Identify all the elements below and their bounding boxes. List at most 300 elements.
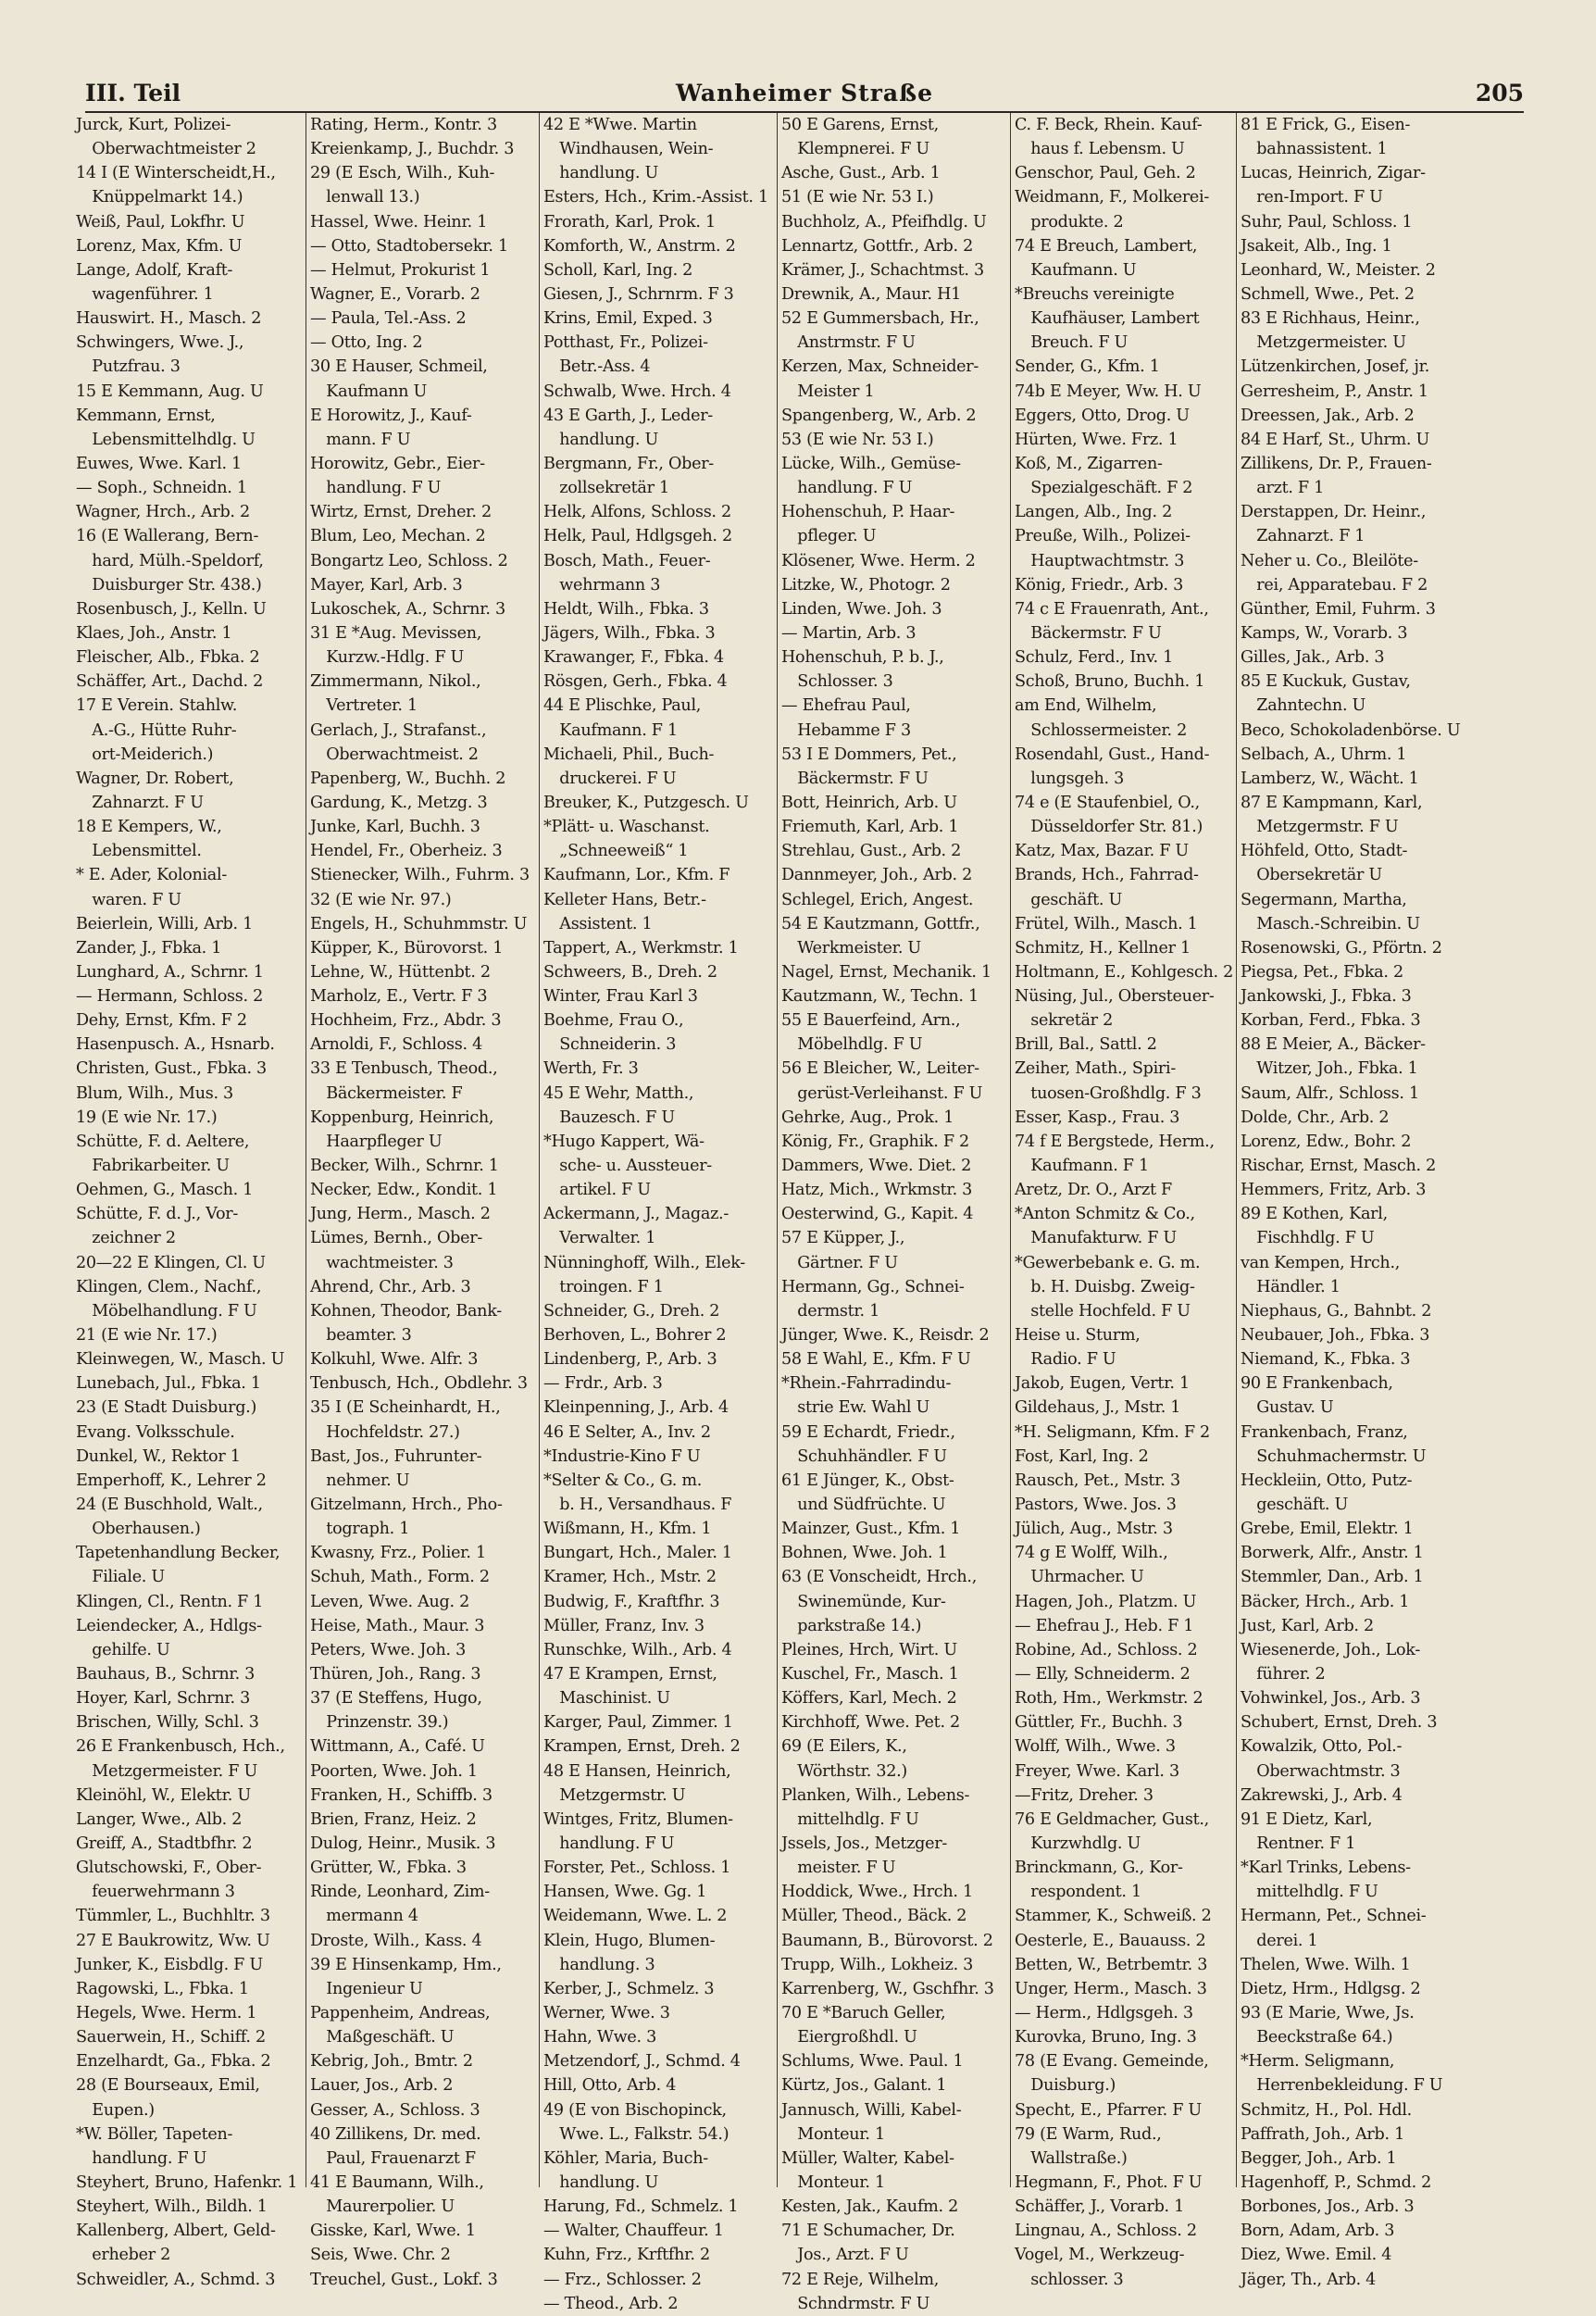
page-number: 205 <box>1475 80 1524 106</box>
directory-entry-line: handlung. U <box>543 430 658 449</box>
directory-entry-line: Weiß, Paul, Lokfhr. U <box>76 212 245 232</box>
directory-entry-line: Bergmann, Fr., Ober- <box>543 454 714 473</box>
directory-entry-line: Treuchel, Gust., Lokf. 3 <box>310 2270 498 2289</box>
directory-entry-line: Höhfeld, Otto, Stadt- <box>1241 842 1408 861</box>
directory-entry-line: Schäffer, Art., Dachd. 2 <box>76 672 264 692</box>
directory-entry-line: Poorten, Wwe. Joh. 1 <box>310 1761 478 1781</box>
directory-entry-line: 39 E Hinsenkamp, Hm., <box>310 1955 502 1974</box>
directory-entry-line: Heldt, Wilh., Fbka. 3 <box>543 599 709 619</box>
directory-entry-line: Freyer, Wwe. Karl. 3 <box>1015 1761 1179 1781</box>
column-1 <box>74 113 301 2289</box>
directory-entry-line: Kurzwhdlg. U <box>1015 1834 1141 1853</box>
directory-entry-line: Lauer, Jos., Arb. 2 <box>310 2076 454 2096</box>
directory-entry-line: Kesten, Jak., Kaufm. 2 <box>781 2197 959 2217</box>
directory-entry-line: Franken, H., Schiffb. 3 <box>310 1785 493 1805</box>
directory-entry-line: Metzendorf, J., Schmd. 4 <box>543 2052 741 2072</box>
directory-entry-line: Horowitz, Gebr., Eier- <box>310 454 485 473</box>
directory-entry-line: Borwerk, Alfr., Anstr. 1 <box>1241 1544 1424 1563</box>
directory-entry-line: Hochheim, Frz., Abdr. 3 <box>310 1011 502 1031</box>
directory-entry-line: Schlossermeister. 2 <box>1015 720 1188 740</box>
directory-entry-line: gehilfe. U <box>76 1640 170 1659</box>
directory-entry-line: — Otto, Stadtobersekr. 1 <box>310 236 508 256</box>
directory-entry-line: Bohnen, Wwe. Joh. 1 <box>781 1544 948 1563</box>
directory-entry-line: bahnassistent. 1 <box>1241 140 1388 159</box>
directory-entry-line: Maurerpolier. U <box>310 2197 455 2217</box>
directory-entry-line: Hahn, Wwe. 3 <box>543 2028 657 2047</box>
directory-entry-line: tograph. 1 <box>310 1520 410 1539</box>
directory-entry-line: Oberwachtmstr. 3 <box>1241 1761 1401 1781</box>
directory-entry-line: *Plätt- u. Waschanst. <box>543 818 710 837</box>
directory-entry-line: Wiesenerde, Joh., Lok- <box>1241 1640 1420 1659</box>
directory-entry-line: Christen, Gust., Fbka. 3 <box>76 1059 267 1079</box>
directory-entry-line: A.-G., Hütte Ruhr- <box>76 720 237 740</box>
directory-entry-line: Potthast, Fr., Polizei- <box>543 333 708 353</box>
directory-entry-line: 46 E Selter, A., Inv. 2 <box>543 1422 711 1442</box>
directory-entry-line: Strehlau, Gust., Arb. 2 <box>781 842 962 861</box>
directory-entry-line: Händler. 1 <box>1241 1277 1340 1296</box>
directory-entry-line: van Kempen, Hrch., <box>1241 1253 1401 1272</box>
directory-entry-line: Lebensmittel. <box>76 842 202 861</box>
directory-entry-line: 71 E Schumacher, Dr. <box>781 2222 955 2241</box>
directory-entry-line: Jäger, Th., Arb. 4 <box>1241 2270 1377 2289</box>
directory-entry-line: 42 E *Wwe. Martin <box>543 116 697 134</box>
directory-entry-line: Oesterle, E., Bauauss. 2 <box>1015 1931 1206 1950</box>
directory-entry-line: 54 E Kautzmann, Gottfr., <box>781 914 980 933</box>
directory-entry-line: Spangenberg, W., Arb. 2 <box>781 406 977 425</box>
directory-entry-line: Schmell, Wwe., Pet. 2 <box>1241 284 1415 304</box>
directory-entry-line: 76 E Geldmacher, Gust., <box>1015 1809 1209 1829</box>
directory-entry-line: Forster, Pet., Schloss. 1 <box>543 1859 731 1878</box>
directory-entry-line: Hagenhoff, P., Schmd. 2 <box>1241 2172 1432 2192</box>
directory-entry-line: Schulz, Ferd., Inv. 1 <box>1015 648 1173 668</box>
directory-entry-line: Kaufmann. U <box>1015 260 1137 280</box>
directory-entry-line: Thüren, Joh., Rang. 3 <box>310 1665 481 1684</box>
directory-entry-line: Rischar, Ernst, Masch. 2 <box>1241 1157 1437 1176</box>
directory-entry-line: Hemmers, Fritz, Arb. 3 <box>1241 1181 1427 1200</box>
directory-entry-line: schlosser. 3 <box>1015 2270 1124 2289</box>
directory-entry-line: — Otto, Ing. 2 <box>310 333 423 353</box>
directory-entry-line: Scholl, Karl, Ing. 2 <box>543 260 693 280</box>
directory-entry-line: Jssels, Jos., Metzger- <box>781 1834 948 1853</box>
directory-entry-line: Papenberg, W., Buchh. 2 <box>310 769 506 788</box>
directory-entry-line: 58 E Wahl, E., Kfm. F U <box>781 1350 971 1370</box>
directory-entry-line: Robine, Ad., Schloss. 2 <box>1015 1640 1198 1659</box>
directory-entry-line: Möbelhandlung. F U <box>76 1301 257 1321</box>
directory-entry-line: Hoddick, Wwe., Hrch. 1 <box>781 1883 973 1902</box>
directory-entry-line: Helk, Paul, Hdlgsgeh. 2 <box>543 527 732 546</box>
directory-entry-line: Jülich, Aug., Mstr. 3 <box>1015 1520 1173 1539</box>
directory-entry-line: Linden, Wwe. Joh. 3 <box>781 599 942 619</box>
directory-entry-line: 31 E *Aug. Mevissen, <box>310 623 482 643</box>
directory-entry-line: Pappenheim, Andreas, <box>310 2003 491 2022</box>
directory-entry-line: Esser, Kasp., Frau. 3 <box>1015 1108 1180 1127</box>
directory-entry-line: Schweers, B., Dreh. 2 <box>543 962 717 982</box>
directory-entry-line: haus f. Lebensm. U <box>1015 140 1185 159</box>
directory-entry-line: 72 E Reje, Wilhelm, <box>781 2270 940 2289</box>
directory-entry-line: Weidmann, F., Molkerei- <box>1015 188 1210 207</box>
directory-entry-line: erheber 2 <box>76 2246 171 2265</box>
directory-entry-line: Wagner, Hrch., Arb. 2 <box>76 503 250 522</box>
directory-entry-line: handlung. F U <box>76 2148 207 2168</box>
directory-entry-line: b. H. Duisbg. Zweig- <box>1015 1277 1195 1296</box>
directory-entry-line: Gardung, K., Metzg. 3 <box>310 793 488 812</box>
directory-entry-line: Gitzelmann, Hrch., Pho- <box>310 1496 503 1515</box>
directory-entry-line: Kwasny, Frz., Polier. 1 <box>310 1544 486 1563</box>
directory-entry-line: Born, Adam, Arb. 3 <box>1241 2222 1395 2241</box>
directory-entry-line: wagenführer. 1 <box>76 284 214 304</box>
directory-entry-line: Duisburg.) <box>1015 2076 1116 2096</box>
directory-entry-line: Tenbusch, Hch., Obdlehr. 3 <box>310 1374 528 1394</box>
directory-entry-line: Müller, Theod., Bäck. 2 <box>781 1907 967 1926</box>
directory-entry-line: 41 E Baumann, Wilh., <box>310 2172 484 2192</box>
directory-entry-line: Beco, Schokoladenbörse. U <box>1241 720 1461 740</box>
directory-entry-line: 85 E Kuckuk, Gustav, <box>1241 672 1411 692</box>
directory-entry-line: Peters, Wwe. Joh. 3 <box>310 1640 466 1659</box>
directory-entry-line: Begger, Joh., Arb. 1 <box>1241 2148 1397 2168</box>
directory-entry-line: Hürten, Wwe. Frz. 1 <box>1015 430 1178 449</box>
directory-entry-line: Niemand, K., Fbka. 3 <box>1241 1350 1411 1370</box>
directory-entry-line: Unger, Herm., Masch. 3 <box>1015 1979 1207 1998</box>
directory-entry-line: Esters, Hch., Krim.-Assist. 1 <box>543 188 768 207</box>
directory-entry-line: 16 (E Wallerang, Bern- <box>76 527 259 546</box>
directory-entry-line: Bungart, Hch., Maler. 1 <box>543 1544 732 1563</box>
directory-entry-line: Knüppelmarkt 14.) <box>76 188 243 207</box>
directory-entry-line: — Walter, Chauffeur. 1 <box>543 2222 724 2241</box>
directory-entry-line: Oberwachtmeist. 2 <box>310 745 479 764</box>
directory-entry-line: Rosenbusch, J., Kelln. U <box>76 599 267 619</box>
directory-entry-line: Kreienkamp, J., Buchdr. 3 <box>310 140 515 159</box>
directory-entry-line: Maschinist. U <box>543 1689 670 1709</box>
directory-entry-line: Heise, Math., Maur. 3 <box>310 1616 485 1635</box>
directory-entry-line: Jannusch, Willi, Kabel- <box>781 2100 962 2120</box>
directory-entry-line: Arnoldi, F., Schloss. 4 <box>310 1035 482 1055</box>
directory-entry-line: Spezialgeschäft. F 2 <box>1015 479 1193 498</box>
directory-entry-line: 44 E Plischke, Paul, <box>543 696 702 716</box>
directory-entry-line: Lebensmittelhdlg. U <box>76 430 256 449</box>
directory-entry-line: *Hugo Kappert, Wä- <box>543 1132 704 1151</box>
directory-entry-line: Mayer, Karl, Arb. 3 <box>310 575 463 595</box>
directory-entry-line: Hassel, Wwe. Heinr. 1 <box>310 212 488 232</box>
directory-entry-line: Evang. Volksschule. <box>76 1422 235 1442</box>
directory-entry-line: Ackermann, J., Magaz.- <box>543 1205 729 1224</box>
directory-entry-line: gerüst-Verleihanst. F U <box>781 1083 983 1103</box>
directory-entry-line: Gesser, A., Schloss. 3 <box>310 2100 480 2120</box>
directory-entry-line: Werth, Fr. 3 <box>543 1059 639 1079</box>
directory-entry-line: Kaufmann U <box>310 382 428 401</box>
directory-entry-line: 74 c E Frauenrath, Ant., <box>1015 599 1209 619</box>
directory-entry-line: wehrmann 3 <box>543 575 661 595</box>
directory-entry-line: meister. F U <box>781 1859 896 1878</box>
directory-entry-line: Hansen, Wwe. Gg. 1 <box>543 1883 707 1902</box>
directory-entry-line: Hauptwachtmstr. 3 <box>1015 551 1185 570</box>
directory-entry-line: Michaeli, Phil., Buch- <box>543 745 715 764</box>
directory-entry-line: Lümes, Bernh., Ober- <box>310 1229 482 1248</box>
directory-entry-line: Kallenberg, Albert, Geld- <box>76 2222 276 2241</box>
directory-entry-line: Aretz, Dr. O., Arzt F <box>1015 1181 1172 1200</box>
directory-entry-line: Schuh, Math., Form. 2 <box>310 1568 490 1587</box>
directory-entry-line: Manufakturw. F U <box>1015 1229 1177 1248</box>
directory-entry-line: 15 E Kemmann, Aug. U <box>76 382 264 401</box>
directory-entry-line: Kerzen, Max, Schneider- <box>781 357 979 377</box>
directory-entry-line: Breuker, K., Putzgesch. U <box>543 793 749 812</box>
directory-entry-line: Marholz, E., Vertr. F 3 <box>310 987 488 1007</box>
directory-entry-line: E Horowitz, J., Kauf- <box>310 406 472 425</box>
directory-entry-line: Swinemünde, Kur- <box>781 1592 946 1611</box>
directory-entry-line: handlung. F U <box>310 479 442 498</box>
directory-entry-line: derei. 1 <box>1241 1931 1318 1950</box>
directory-entry-line: Bosch, Math., Feuer- <box>543 551 711 570</box>
directory-entry-line: Rosendahl, Gust., Hand- <box>1015 745 1210 764</box>
directory-entry-line: 69 (E Eilers, K., <box>781 1737 907 1757</box>
directory-entry-line: Budwig, F., Kraftfhr. 3 <box>543 1592 720 1611</box>
directory-entry-line: Gilles, Jak., Arb. 3 <box>1241 648 1385 668</box>
directory-entry-line: Kaufmann. F 1 <box>1015 1157 1149 1176</box>
directory-entry-line: — Ehefrau J., Heb. F 1 <box>1015 1616 1194 1635</box>
directory-entry-line: Becker, Wilh., Schrnr. 1 <box>310 1157 499 1176</box>
directory-entry-line: 55 E Bauerfeind, Arn., <box>781 1011 961 1031</box>
directory-entry-line: — Soph., Schneidn. 1 <box>76 479 247 498</box>
directory-entry-line: Borbones, Jos., Arb. 3 <box>1241 2197 1415 2217</box>
directory-entry-line: Kuschel, Fr., Masch. 1 <box>781 1665 959 1684</box>
directory-entry-line: Hebamme F 3 <box>781 720 911 740</box>
directory-entry-line: Fost, Karl, Ing. 2 <box>1015 1446 1149 1466</box>
directory-entry-line: Schndrmstr. F U <box>781 2294 930 2313</box>
directory-entry-line: Wallstraße.) <box>1015 2148 1128 2168</box>
directory-entry-line: Berhoven, L., Bohrer 2 <box>543 1326 727 1346</box>
directory-entry-line: Zakrewski, J., Arb. 4 <box>1241 1785 1403 1805</box>
directory-entry-line: Dolde, Chr., Arb. 2 <box>1241 1108 1390 1127</box>
directory-entry-line: Kemmann, Ernst, <box>76 406 216 425</box>
directory-entry-line: 57 E Küpper, J., <box>781 1229 905 1248</box>
directory-entry-line: Schlegel, Erich, Angest. <box>781 890 974 909</box>
directory-entry-line: Klingen, Cl., Rentn. F 1 <box>76 1592 264 1611</box>
directory-entry-line: 70 E *Baruch Geller, <box>781 2003 946 2022</box>
directory-entry-line: Grütter, W., Fbka. 3 <box>310 1859 467 1878</box>
directory-entry-line: Oesterwind, G., Kapit. 4 <box>781 1205 974 1224</box>
directory-entry-line: Dietz, Hrm., Hdlgsg. 2 <box>1241 1979 1421 1998</box>
directory-entry-line: Witzer, Joh., Fbka. 1 <box>1241 1059 1418 1079</box>
directory-entry-line: Schuhmachermstr. U <box>1241 1446 1427 1466</box>
directory-entry-line: Wittmann, A., Café. U <box>310 1737 485 1757</box>
directory-entry-line: Saum, Alfr., Schloss. 1 <box>1241 1083 1419 1103</box>
directory-entry-line: Klaes, Joh., Anstr. 1 <box>76 623 232 643</box>
directory-entry-line: Frütel, Wilh., Masch. 1 <box>1015 914 1198 933</box>
directory-entry-line: Baumann, B., Bürovorst. 2 <box>781 1931 993 1950</box>
directory-entry-line: Rentner. F 1 <box>1241 1834 1356 1853</box>
directory-entry-line: 93 (E Marie, Wwe, Js. <box>1241 2003 1415 2022</box>
directory-entry-line: 40 Zillikens, Dr. med. <box>310 2124 481 2144</box>
directory-entry-line: Wagner, E., Vorarb. 2 <box>310 284 480 304</box>
directory-entry-line: 23 (E Stadt Duisburg.) <box>76 1398 257 1418</box>
directory-entry-line: ort-Meiderich.) <box>76 745 214 764</box>
directory-entry-line: Oberhausen.) <box>76 1520 201 1539</box>
directory-entry-line: Uhrmacher. U <box>1015 1568 1144 1587</box>
directory-entry-line: Ingenieur U <box>310 1979 423 1998</box>
directory-entry-line: Haarpfleger U <box>310 1132 443 1151</box>
directory-entry-line: Hermann, Pet., Schnei- <box>1241 1907 1427 1926</box>
directory-entry-line: 74 f E Bergstede, Herm., <box>1015 1132 1215 1151</box>
directory-entry-line: Niephaus, G., Bahnbt. 2 <box>1241 1301 1432 1321</box>
directory-entry-line: Kuhn, Frz., Krftfhr. 2 <box>543 2246 710 2265</box>
directory-entry-line: Katz, Max, Bazar. F U <box>1015 842 1189 861</box>
directory-entry-line: Harung, Fd., Schmelz. 1 <box>543 2197 739 2217</box>
directory-entry-line: handlung. F U <box>543 1834 675 1853</box>
directory-entry-line: Komforth, W., Anstrm. 2 <box>543 236 736 256</box>
directory-entry-line: Zimmermann, Nikol., <box>310 672 481 692</box>
page-header <box>85 80 1524 113</box>
directory-entry-line: Lunebach, Jul., Fbka. 1 <box>76 1374 261 1394</box>
directory-entry-line: Monteur. 1 <box>781 2124 885 2144</box>
column-2 <box>305 113 538 2289</box>
directory-entry-line: 27 E Baukrowitz, Ww. U <box>76 1931 270 1950</box>
directory-entry-line: Betr.-Ass. 4 <box>543 357 651 377</box>
directory-entry-line: Schubert, Ernst, Dreh. 3 <box>1241 1713 1438 1733</box>
directory-entry-line: Günther, Emil, Fuhrm. 3 <box>1241 599 1436 619</box>
directory-entry-line: Wintges, Fritz, Blumen- <box>543 1809 733 1829</box>
directory-entry-line: Hatz, Mich., Wrkmstr. 3 <box>781 1181 973 1200</box>
directory-entry-line: Frorath, Karl, Prok. 1 <box>543 212 716 232</box>
directory-entry-line: Hasenpusch. A., Hsnarb. <box>76 1035 275 1055</box>
directory-entry-line: Junker, K., Eisbdlg. F U <box>76 1955 263 1974</box>
directory-entry-line: Schoß, Bruno, Buchh. 1 <box>1015 672 1205 692</box>
directory-entry-line: Engels, H., Schuhmmstr. U <box>310 914 528 933</box>
directory-entry-line: 84 E Harf, St., Uhrm. U <box>1241 430 1429 449</box>
directory-entry-line: 52 E Gummersbach, Hr., <box>781 309 979 329</box>
directory-entry-line: dermstr. 1 <box>781 1301 880 1321</box>
directory-entry-line: Lennartz, Gottfr., Arb. 2 <box>781 236 973 256</box>
directory-entry-line: Suhr, Paul, Schloss. 1 <box>1241 212 1413 232</box>
directory-entry-line: Metzgermstr. U <box>543 1785 686 1805</box>
directory-entry-line: Brien, Franz, Heiz. 2 <box>310 1809 477 1829</box>
directory-entry-line: Kohnen, Theodor, Bank- <box>310 1301 502 1321</box>
directory-entry-line: 28 (E Bourseaux, Emil, <box>76 2076 260 2096</box>
directory-entry-line: Bast, Jos., Fuhrunter- <box>310 1446 482 1466</box>
directory-entry-line: Kamps, W., Vorarb. 3 <box>1241 623 1408 643</box>
directory-entry-line: Hauswirt. H., Masch. 2 <box>76 309 262 329</box>
directory-entry-line: —Fritz, Dreher. 3 <box>1015 1785 1153 1805</box>
directory-entry-line: Gehrke, Aug., Prok. 1 <box>781 1108 954 1127</box>
directory-entry-line: Hagen, Joh., Platzm. U <box>1015 1592 1197 1611</box>
directory-entry-line: 37 (E Steffens, Hugo, <box>310 1689 482 1709</box>
directory-entry-line: Fabrikarbeiter. U <box>76 1157 230 1176</box>
directory-entry-line: pfleger. U <box>781 527 877 546</box>
directory-entry-line: produkte. 2 <box>1015 212 1124 232</box>
directory-entry-line: Bäckermeister. F <box>310 1083 463 1103</box>
directory-entry-line: Obersekretär U <box>1241 866 1382 885</box>
directory-entry-line: Hohenschuh, P. Haar- <box>781 503 955 522</box>
directory-entry-line: Eggers, Otto, Drog. U <box>1015 406 1190 425</box>
directory-entry-line: Trupp, Wilh., Lokheiz. 3 <box>781 1955 974 1974</box>
directory-entry-line: sche- u. Aussteuer- <box>543 1157 712 1176</box>
directory-entry-line: Schneider, G., Dreh. 2 <box>543 1301 720 1321</box>
directory-entry-line: 51 (E wie Nr. 53 I.) <box>781 188 934 207</box>
directory-entry-line: Bäcker, Hrch., Arb. 1 <box>1241 1592 1410 1611</box>
directory-entry-line: Herrenbekleidung. F U <box>1241 2076 1443 2096</box>
directory-entry-line: Schütte, F. d. J., Vor- <box>76 1205 239 1224</box>
directory-entry-line: Schlosser. 3 <box>781 672 893 692</box>
directory-entry-line: Paul, Frauenarzt F <box>310 2148 476 2168</box>
directory-entry-line: Jurck, Kurt, Polizei- <box>76 116 231 134</box>
directory-entry-line: Preuße, Wilh., Polizei- <box>1015 527 1191 546</box>
directory-entry-line: mittelhdlg. F U <box>1241 1883 1378 1902</box>
directory-entry-line: Brill, Bal., Sattl. 2 <box>1015 1035 1157 1055</box>
directory-entry-line: Weidemann, Wwe. L. 2 <box>543 1907 728 1926</box>
directory-entry-line: Karrenberg, W., Gschfhr. 3 <box>781 1979 994 1998</box>
directory-entry-line: Schuhhändler. F U <box>781 1446 947 1466</box>
directory-entry-line: *W. Böller, Tapeten- <box>76 2124 233 2144</box>
directory-entry-line: Runschke, Wilh., Arb. 4 <box>543 1640 732 1659</box>
directory-entry-line: 74 E Breuch, Lambert, <box>1015 236 1198 256</box>
directory-entry-line: Hegels, Wwe. Herm. 1 <box>76 2003 257 2022</box>
directory-entry-line: Eiergroßhdl. U <box>781 2028 917 2047</box>
directory-entry-line: Fleischer, Alb., Fbka. 2 <box>76 648 260 668</box>
directory-entry-line: Bäckermstr. F U <box>1015 623 1162 643</box>
directory-entry-line: wachtmeister. 3 <box>310 1253 454 1272</box>
directory-entry-line: Kirchhoff, Wwe. Pet. 2 <box>781 1713 960 1733</box>
directory-entry-line: Dammers, Wwe. Diet. 2 <box>781 1157 972 1176</box>
directory-entry-line: Güttler, Fr., Buchh. 3 <box>1015 1713 1183 1733</box>
directory-entry-line: Jägers, Wilh., Fbka. 3 <box>543 623 716 643</box>
directory-entry-line: Hohenschuh, P. b. J., <box>781 648 944 668</box>
directory-entry-line: Litzke, W., Photogr. 2 <box>781 575 951 595</box>
directory-entry-line: Zahntechn. U <box>1241 696 1366 716</box>
directory-entry-line: Nagel, Ernst, Mechanik. 1 <box>781 962 991 982</box>
directory-entry-line: Lehne, W., Hüttenbt. 2 <box>310 962 491 982</box>
directory-entry-line: Zander, J., Fbka. 1 <box>76 938 222 958</box>
directory-entry-line: 18 E Kempers, W., <box>76 818 222 837</box>
directory-entry-line: Kürtz, Jos., Galant. 1 <box>781 2076 947 2096</box>
directory-entry-line: — Hermann, Schloss. 2 <box>76 987 263 1007</box>
directory-entry-line: 30 E Hauser, Schmeil, <box>310 357 488 377</box>
directory-entry-line: Möbelhdlg. F U <box>781 1035 923 1055</box>
directory-entry-line: Dannmeyer, Joh., Arb. 2 <box>781 866 972 885</box>
directory-entry-line: stelle Hochfeld. F U <box>1015 1301 1191 1321</box>
directory-entry-line: 53 I E Dommers, Pet., <box>781 745 957 764</box>
directory-entry-line: Werkmeister. U <box>781 938 921 958</box>
directory-entry-line: Müller, Walter, Kabel- <box>781 2148 954 2168</box>
directory-entry-line: *Anton Schmitz & Co., <box>1015 1205 1195 1224</box>
directory-entry-line: C. F. Beck, Rhein. Kauf- <box>1015 116 1203 134</box>
directory-entry-line: 43 E Garth, J., Leder- <box>543 406 713 425</box>
directory-entry-line: Monteur. 1 <box>781 2172 885 2192</box>
directory-entry-line: Enzelhardt, Ga., Fbka. 2 <box>76 2052 271 2072</box>
directory-entry-line: Hochfeldstr. 27.) <box>310 1422 460 1442</box>
directory-entry-line: Just, Karl, Arb. 2 <box>1241 1616 1374 1635</box>
directory-entry-line: sekretär 2 <box>1015 1011 1113 1031</box>
directory-entry-line: geschäft. U <box>1015 890 1122 909</box>
directory-entry-line: Müller, Franz, Inv. 3 <box>543 1616 704 1635</box>
directory-entry-line: — Frdr., Arb. 3 <box>543 1374 663 1394</box>
directory-entry-line: Specht, E., Pfarrer. F U <box>1015 2100 1202 2120</box>
directory-entry-line: 59 E Echardt, Friedr., <box>781 1422 955 1442</box>
directory-entry-line: Jos., Arzt. F U <box>781 2246 909 2265</box>
directory-entry-line: Wolff, Wilh., Wwe. 3 <box>1015 1737 1176 1757</box>
directory-entry-line: 83 E Richhaus, Heinr., <box>1241 309 1420 329</box>
directory-entry-line: 74 g E Wolff, Wilh., <box>1015 1544 1168 1563</box>
directory-entry-line: Segermann, Martha, <box>1241 890 1407 909</box>
directory-entry-line: Wwe. L., Falkstr. 54.) <box>543 2124 729 2144</box>
directory-entry-line: nehmer. U <box>310 1471 410 1490</box>
directory-entry-line: Duisburger Str. 438.) <box>76 575 262 595</box>
directory-entry-line: 91 E Dietz, Karl, <box>1241 1809 1373 1829</box>
directory-entry-line: Putzfrau. 3 <box>76 357 181 377</box>
directory-entry-line: Koppenburg, Heinrich, <box>310 1108 494 1127</box>
directory-entry-line: Holtmann, E., Kohlgesch. 2 <box>1015 962 1233 982</box>
directory-entry-line: Pastors, Wwe. Jos. 3 <box>1015 1496 1177 1515</box>
directory-entry-line: Mainzer, Gust., Kfm. 1 <box>781 1520 961 1539</box>
directory-entry-line: Vohwinkel, Jos., Arb. 3 <box>1241 1689 1421 1709</box>
directory-entry-line: Stienecker, Wilh., Fuhrm. 3 <box>310 866 530 885</box>
